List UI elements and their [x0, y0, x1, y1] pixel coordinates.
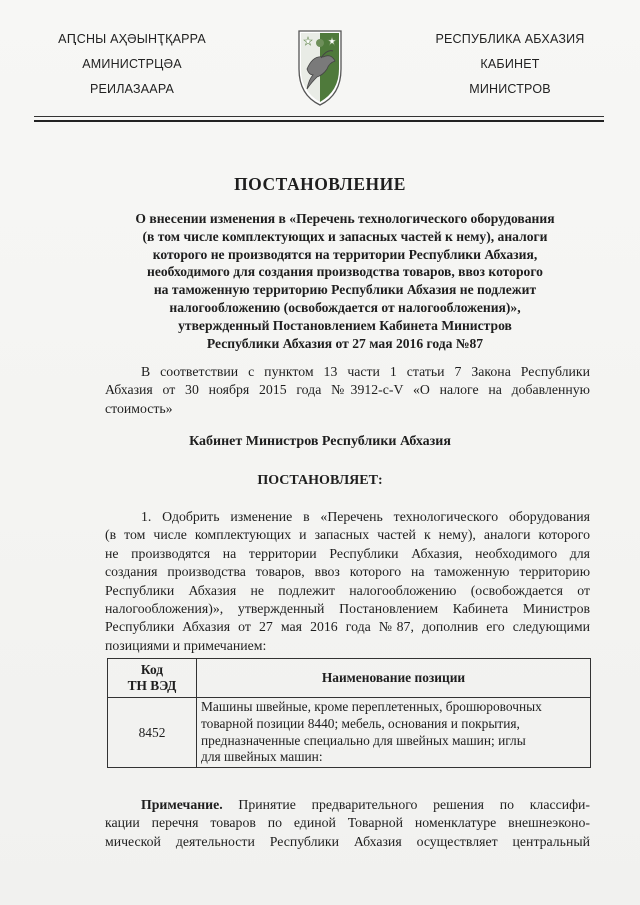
- preamble-line: В соответствии с пунктом 13 части 1 статьи 7 Закона Республики: [141, 364, 590, 379]
- item-1-line: Республики Абхазия от 27 мая 2016 года №87, дополнив его следующими: [105, 619, 590, 635]
- header-divider-thin: [34, 116, 604, 117]
- header-code-line: ТН ВЭД: [127, 678, 177, 693]
- header-name-cell: Наименование позиции: [197, 659, 591, 698]
- table-header-row: [108, 659, 591, 698]
- subtitle-line: Республики Абхазия от 27 мая 2016 года №87: [206, 335, 484, 351]
- header-left-line: АԤСНЫ АҲӘЫНҬҚАРРА: [58, 32, 206, 46]
- header-divider-thick: [34, 120, 604, 122]
- coat-of-arms-icon: [293, 25, 347, 107]
- description-line: для швейных машин:: [201, 749, 323, 765]
- description-cell: [197, 698, 591, 768]
- decree-heading: ПОСТАНОВЛЯЕТ:: [257, 473, 383, 488]
- code-cell: 8452: [108, 698, 197, 768]
- document-title: ПОСТАНОВЛЕНИЕ: [234, 174, 406, 194]
- subtitle-line: (в том числе комплектующих и запасных частей к нему), аналоги: [142, 228, 548, 244]
- subtitle-line: О внесении изменения в «Перечень технологического оборудования: [135, 211, 555, 226]
- note-line: мической деятельности Республики Абхазия осуществляет центральный: [105, 833, 590, 849]
- item-1-line: позициями и примечанием:: [105, 637, 267, 653]
- header-right-line: МИНИСТРОВ: [469, 82, 551, 96]
- table-row: [108, 698, 591, 768]
- subtitle-line: которого не производятся на территории Республики Абхазия,: [152, 246, 538, 262]
- item-1-line: создания производства товаров, ввоз которого на таможенную территорию: [105, 564, 590, 580]
- header-abkhaz-name: [52, 30, 212, 105]
- preamble-paragraph: [105, 363, 590, 418]
- header-russian-name: [430, 30, 590, 105]
- description-line: товарной позиции 8440; мебель, основания и покрытия,: [201, 715, 520, 731]
- item-1-line: 1. Одобрить изменение в «Перечень технологического оборудования: [141, 509, 590, 524]
- subtitle-line: на таможенную территорию Республики Абхазия не подлежит: [153, 282, 537, 298]
- item-1-line: налогообложения)», утвержденный Постановлением Кабинета Министров: [105, 601, 590, 617]
- document-subtitle: [100, 210, 590, 352]
- description-line: Машины швейные, кроме переплетенных, брошюровочных: [201, 699, 542, 714]
- header-code-cell: [108, 659, 197, 698]
- note-line: кации перечня товаров по единой Товарной номенклатуре внешнеэконо-: [105, 815, 590, 831]
- subtitle-line: необходимого для создания производства товаров, ввоз которого: [147, 264, 543, 280]
- header-right-line: РЕСПУБЛИКА АБХАЗИЯ: [435, 32, 585, 46]
- note-label: Примечание.: [141, 797, 223, 812]
- subtitle-line: налогообложению (освобождается от налогообложения)»,: [169, 299, 521, 315]
- preamble-line: Абхазия от 30 ноября 2015 года №3912-с-V «О налоге на добавленную: [105, 382, 590, 398]
- item-1-paragraph: [105, 508, 590, 655]
- subtitle-line: утвержденный Постановлением Кабинета Министров: [178, 317, 512, 333]
- note-text: Принятие предварительного решения по классифи-: [222, 797, 590, 812]
- note-line: [105, 796, 590, 814]
- note-paragraph: [105, 796, 590, 851]
- description-line: предназначенные специально для швейных машин; иглы: [201, 732, 526, 748]
- header-left-line: АМИНИСТРЦӘА: [82, 57, 182, 71]
- item-1-line: Республики Абхазия не подлежит налогообложению (освобождается от: [105, 582, 590, 598]
- item-1-line: не производятся на территории Республики Абхазия, необходимого для: [105, 545, 590, 561]
- item-1-line: (в том числе комплектующих и запасных частей к нему), аналоги которого: [105, 527, 590, 543]
- issuing-authority: Кабинет Министров Республики Абхазия: [189, 434, 451, 449]
- header-right-line: КАБИНЕТ: [480, 57, 540, 71]
- preamble-line: стоимость»: [105, 400, 173, 416]
- header-code-line: Код: [140, 662, 164, 677]
- positions-table: [107, 658, 591, 768]
- header-left-line: РЕИЛАЗААРА: [89, 82, 175, 96]
